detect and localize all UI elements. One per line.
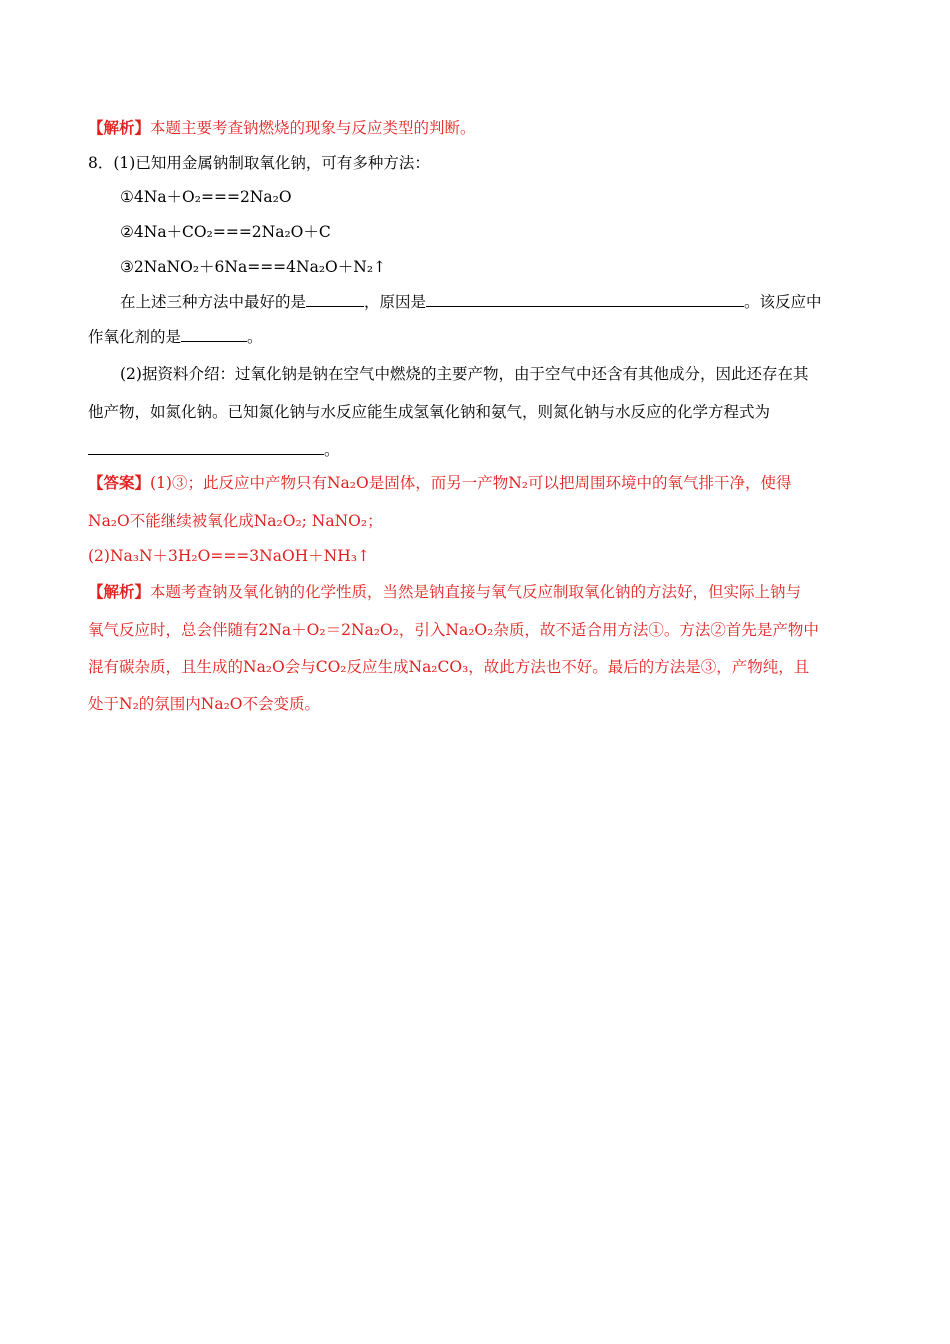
part1-q-b: ，原因是	[364, 293, 427, 311]
analysis-line-4: 处于N₂的氛围内Na₂O不会变质。	[88, 695, 321, 713]
analysis-line-2: 氧气反应时，总会伴随有2Na＋O₂＝2Na₂O₂，引入Na₂O₂杂质，故不适合用方法①。方法②首先是产物中	[88, 621, 819, 639]
question-part1-intro: (1)已知用金属钠制取氧化钠，可有多种方法：	[113, 154, 430, 172]
answer-line-3: (2)Na₃N＋3H₂O===3NaOH＋NH₃↑	[88, 547, 370, 565]
answer-label: 【答案】	[88, 473, 151, 492]
answer-text-1: (1)③；此反应中产物只有Na₂O是固体，而另一产物N₂可以把周围环境中的氧气排干净，使得	[150, 474, 792, 492]
answer-blank-reason[interactable]	[426, 292, 744, 307]
method-1: ①4Na＋O₂===2Na₂O	[120, 188, 292, 206]
part1-q-d: 作氧化剂的是	[88, 328, 182, 346]
part2-line-1: (2)据资料介绍：过氧化钠是钠在空气中燃烧的主要产物，由于空气中还含有其他成分，因此还存在其	[120, 365, 809, 383]
part2-end: 。	[324, 441, 340, 459]
part1-question-line	[120, 292, 864, 312]
part1-question-line-2	[88, 327, 864, 347]
answer-line-2: Na₂O不能继续被氧化成Na₂O₂; NaNO₂；	[88, 512, 383, 530]
analysis-line-3: 混有碳杂质，且生成的Na₂O会与CO₂反应生成Na₂CO₃，故此方法也不好。最后的方法是③，产物纯，且	[88, 658, 810, 676]
answer-line-1	[88, 473, 864, 493]
analysis-label: 【解析】	[88, 118, 151, 137]
part1-q-e: 。	[247, 328, 263, 346]
method-3: ③2NaNO₂＋6Na===4Na₂O＋N₂↑	[120, 258, 387, 276]
prev-analysis-line	[88, 118, 864, 138]
analysis-text: 本题主要考查钠燃烧的现象与反应类型的判断。	[150, 119, 476, 137]
answer-blank-equation[interactable]	[88, 440, 324, 455]
part2-line-2: 他产物，如氮化钠。已知氮化钠与水反应能生成氢氧化钠和氨气，则氮化钠与水反应的化学方程式为	[88, 403, 771, 421]
question-number: 8．	[88, 154, 114, 172]
analysis-text-1: 本题考查钠及氧化钠的化学性质，当然是钠直接与氧气反应制取氧化钠的方法好，但实际上钠与	[150, 583, 802, 601]
part1-q-a: 在上述三种方法中最好的是	[120, 293, 307, 311]
answer-blank-oxidant[interactable]	[181, 327, 247, 342]
part2-line-3	[88, 440, 864, 460]
part1-q-c: 。该反应中	[744, 293, 822, 311]
question-intro	[88, 153, 864, 173]
method-2: ②4Na＋CO₂===2Na₂O＋C	[120, 223, 331, 241]
analysis-label-2: 【解析】	[88, 582, 151, 601]
answer-blank-best-method[interactable]	[306, 292, 364, 307]
analysis-line-1	[88, 582, 864, 602]
